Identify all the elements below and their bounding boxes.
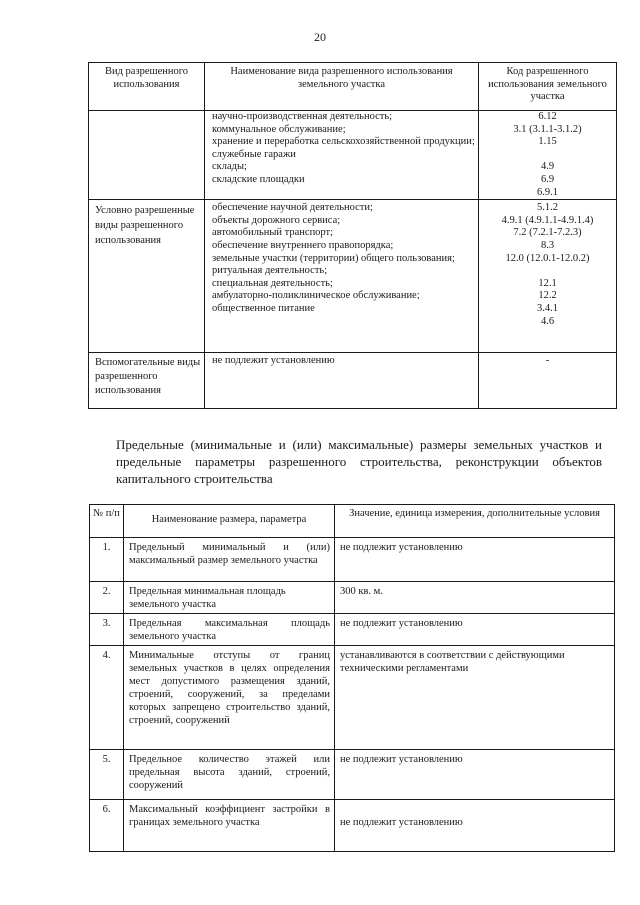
use-name: хранение и переработка сельскохозяйственной продукции;	[212, 136, 475, 148]
table-row	[90, 646, 615, 750]
table-row	[90, 750, 615, 800]
use-code: 4.9.1 (4.9.1.1-4.9.1.4)	[501, 214, 594, 226]
parameter-name: Предельная минимальная площадь земельного участка	[124, 582, 335, 614]
use-code: 3.1 (3.1.1-3.1.2)	[513, 123, 582, 135]
use-name: общественное питание	[212, 302, 315, 314]
table-row	[89, 111, 617, 200]
parameter-name: Минимальные отступы от границ земельных участков в целях определения мест допустимого размещения зданий, строений, сооружений, за пределами которых запрещено строительство зданий, строений, сооружений	[124, 646, 335, 750]
parameter-name: Предельный минимальный и (или) максимальный размер земельного участка	[124, 538, 335, 582]
parameter-name: Максимальный коэффициент застройки в границах земельного участка	[124, 800, 335, 852]
column-header: Код разрешенного использования земельного участка	[479, 63, 617, 111]
row-number: 6.	[90, 800, 124, 852]
column-header: Наименование вида разрешенного использования земельного участка	[205, 63, 479, 111]
table-header-row	[90, 505, 615, 538]
row-number: 5.	[90, 750, 124, 800]
use-code: 12.1	[538, 277, 557, 289]
use-name: служебные гаражи	[212, 148, 296, 160]
row-number: 3.	[90, 614, 124, 646]
row-number: 1.	[90, 538, 124, 582]
table-row	[89, 353, 617, 409]
use-names-cell	[205, 111, 479, 200]
parameters-table	[89, 504, 615, 852]
permitted-use-table	[88, 62, 617, 409]
use-code: 5.1.2	[537, 202, 558, 214]
table-header-row	[89, 63, 617, 111]
parameter-name: Предельная максимальная площадь земельного участка	[124, 614, 335, 646]
use-code: 7.2 (7.2.1-7.2.3)	[513, 227, 582, 239]
column-header: Наименование размера, параметра	[124, 505, 335, 538]
use-code: 4.6	[540, 315, 555, 327]
column-header: № п/п	[90, 505, 124, 538]
use-code: 6.12	[538, 111, 557, 122]
parameter-value: не подлежит установлению	[335, 614, 615, 646]
use-name: автомобильный транспорт;	[212, 227, 334, 239]
use-name: коммунальное обслуживание;	[212, 123, 346, 135]
row-number: 4.	[90, 646, 124, 750]
parameter-name: Предельное количество этажей или предельная высота зданий, строений, сооружений	[124, 750, 335, 800]
use-name: объекты дорожного сервиса;	[212, 214, 341, 226]
use-name: не подлежит установлению	[205, 353, 479, 409]
row-number: 2.	[90, 582, 124, 614]
parameter-value: не подлежит установлению	[335, 750, 615, 800]
use-name: земельные участки (территории) общего пользования;	[212, 252, 455, 264]
column-header: Значение, единица измерения, дополнительные условия	[335, 505, 615, 538]
use-name: специальная деятельность;	[212, 277, 333, 289]
use-name: амбулаторно-поликлиническое обслуживание;	[212, 290, 420, 302]
parameter-value: не подлежит установлению	[335, 800, 615, 852]
use-category	[89, 111, 205, 200]
use-code: 6.9.1	[537, 186, 558, 198]
use-category: Вспомогательные виды разрешенного использования	[89, 353, 205, 409]
use-code: 8.3	[540, 239, 555, 251]
use-name: обеспечение внутреннего правопорядка;	[212, 239, 394, 251]
parameter-value: не подлежит установлению	[335, 538, 615, 582]
use-names-cell	[205, 200, 479, 353]
use-codes-cell	[479, 111, 617, 200]
use-code: -	[479, 353, 617, 409]
use-name: склады;	[212, 161, 247, 173]
use-code: 1.15	[538, 136, 557, 148]
table-row	[90, 538, 615, 582]
use-code: 6.9	[540, 173, 555, 185]
use-name: складские площадки	[212, 173, 305, 185]
use-code: 12.2	[538, 290, 557, 302]
parameter-value: 300 кв. м.	[335, 582, 615, 614]
table-row	[89, 200, 617, 353]
use-codes-cell	[479, 200, 617, 353]
use-code: 12.0 (12.0.1-12.0.2)	[505, 252, 590, 264]
parameter-value: устанавливаются в соответствии с действующими техническими регламентами	[335, 646, 615, 750]
section-heading-paragraph: Предельные (минимальные и (или) максимальные) размеры земельных участков и предельные параметры разрешенного строительства, реконструкции объектов капитального строительства	[116, 437, 602, 486]
use-code: 3.4.1	[537, 302, 558, 314]
use-name: обеспечение научной деятельности;	[212, 202, 373, 214]
use-code: 4.9	[540, 161, 555, 173]
use-name: ритуальная деятельность;	[212, 265, 328, 277]
column-header: Вид разрешенного использования	[89, 63, 205, 111]
page-number: 20	[314, 30, 326, 44]
use-name: научно-производственная деятельность;	[212, 111, 393, 122]
table-row	[90, 800, 615, 852]
table-row	[90, 582, 615, 614]
use-category: Условно разрешенные виды разрешенного использования	[89, 200, 205, 353]
table-row	[90, 614, 615, 646]
